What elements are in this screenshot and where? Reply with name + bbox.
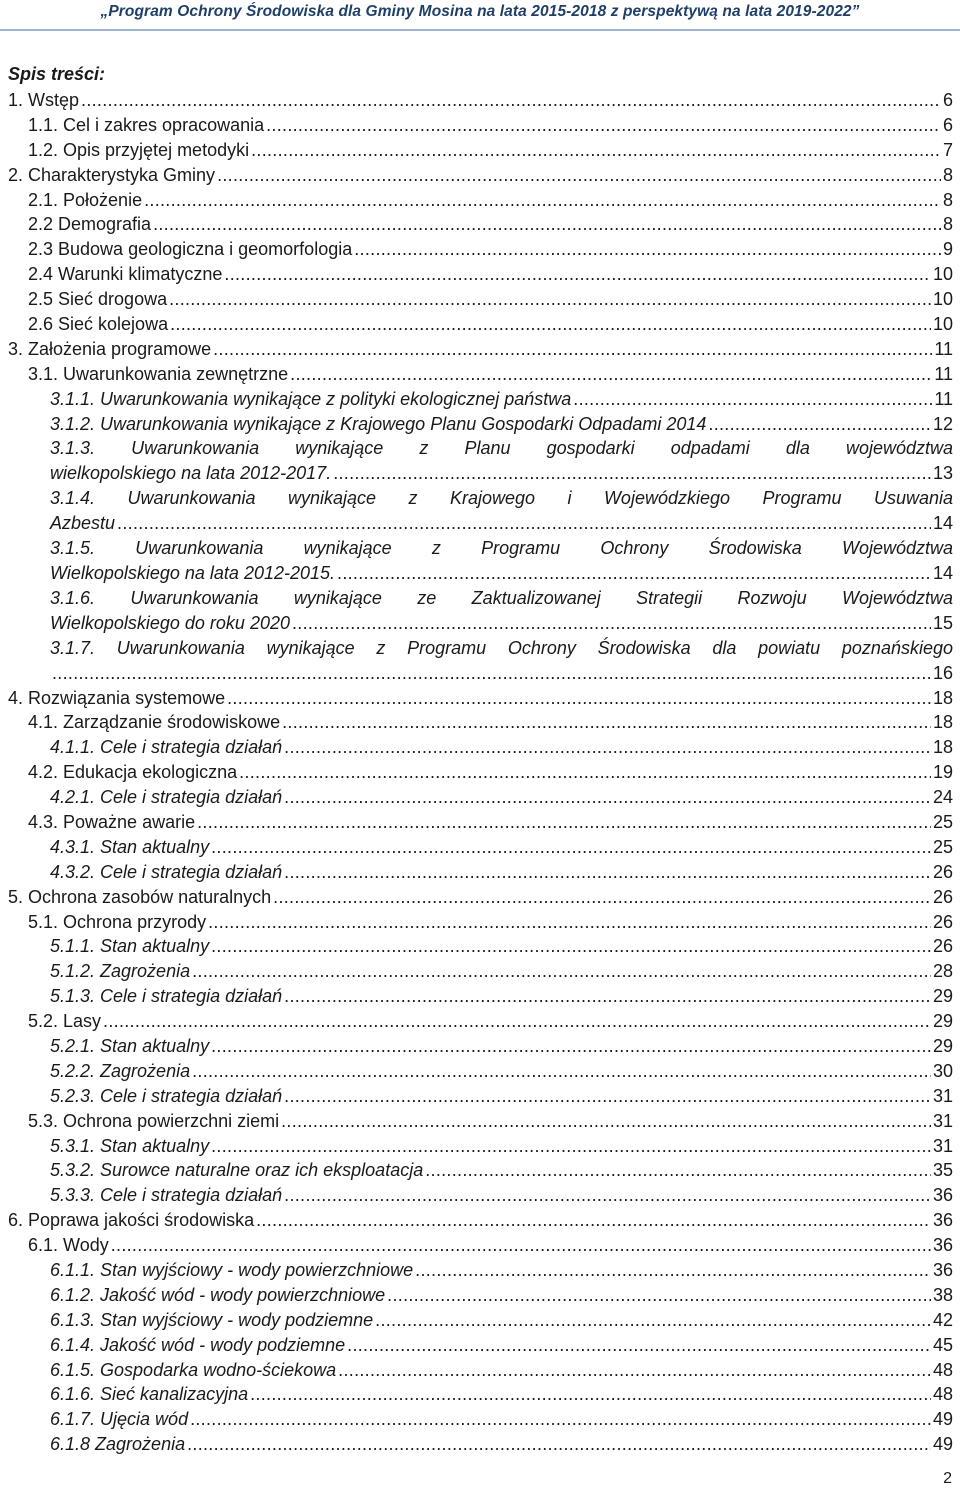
toc-leader-dots: [52, 661, 931, 686]
toc-entry-page: 48: [932, 1384, 953, 1405]
toc-entry-title-line1: 3.1.5. Uwarunkowania wynikające z Programu Ochrony Środowiska Województwa: [50, 538, 953, 559]
toc-entry-page: 10: [932, 264, 953, 285]
toc-leader-dots: [284, 984, 931, 1009]
toc-leader-dots: [170, 312, 931, 337]
toc-entry-page: 8: [942, 189, 953, 210]
toc-entry-page: 16: [932, 662, 953, 683]
toc-entry-title: 6.1.6. Sieć kanalizacyjna: [50, 1384, 249, 1405]
toc-entry-title: 5.3.1. Stan aktualny: [50, 1135, 210, 1156]
toc-entry-page: 31: [932, 1085, 953, 1106]
toc-entry-title: 4.1. Zarządzanie środowiskowe: [28, 712, 281, 733]
toc-leader-dots: [281, 1109, 931, 1134]
toc-leader-dots: [190, 1407, 931, 1432]
toc-entry-page: 26: [932, 911, 953, 932]
toc-leader-dots: [224, 262, 931, 287]
toc-leader-dots: [217, 163, 941, 188]
toc-entry-page: 25: [932, 836, 953, 857]
toc-leader-dots: [347, 1333, 931, 1358]
toc-entry-page: 14: [932, 563, 953, 583]
toc-entry-title: 6.1.1. Stan wyjściowy - wody powierzchniowe: [50, 1260, 414, 1281]
toc-leader-dots: [213, 337, 932, 362]
toc-entry[interactable]: [8, 88, 953, 113]
toc-entry[interactable]: [8, 138, 953, 163]
toc-leader-dots: [256, 1208, 931, 1233]
toc-entry-page: 31: [932, 1110, 953, 1131]
toc-entry-wrapped[interactable]: [8, 436, 953, 486]
toc-entry-page: 7: [942, 139, 953, 160]
toc-entry-page: 11: [934, 363, 953, 384]
toc-entry-page: 26: [932, 861, 953, 882]
toc-entry[interactable]: [8, 237, 953, 262]
toc-entry[interactable]: [8, 337, 953, 362]
toc-entry[interactable]: [8, 735, 953, 760]
toc-entry-page: 9: [942, 239, 953, 260]
toc-leader-dots: [250, 1382, 931, 1407]
toc-entry-page: 42: [932, 1309, 953, 1330]
toc-leader-dots: [284, 1183, 931, 1208]
toc-entry-page: 38: [932, 1284, 953, 1305]
toc-leader-dots: [81, 88, 941, 113]
toc-entry-title: 5.2.3. Cele i strategia działań: [50, 1085, 283, 1106]
toc-leader-dots: [708, 412, 931, 437]
toc-entry-title: 5. Ochrona zasobów naturalnych: [8, 886, 272, 907]
toc-entry[interactable]: [8, 262, 953, 287]
toc-entry-page: 8: [942, 214, 953, 235]
toc-entry-title: 1. Wstęp: [8, 90, 80, 110]
toc-entry-title: 5.3.2. Surowce naturalne oraz ich eksploatacja: [50, 1160, 424, 1181]
toc-leader-dots: [211, 934, 931, 959]
toc-entry-title: 5.3.3. Cele i strategia działań: [50, 1185, 283, 1206]
toc-entry[interactable]: [8, 934, 953, 959]
toc-entry-page: 14: [932, 513, 953, 534]
toc-entry-page: 26: [932, 936, 953, 957]
toc-leader-dots: [103, 1009, 931, 1034]
toc-entry-title: 2.1. Położenie: [28, 189, 143, 210]
toc-entry-page: 36: [932, 1210, 953, 1231]
toc-entry-page: 30: [932, 1060, 953, 1081]
toc-entry-title: 4.1.1. Cele i strategia działań: [50, 737, 283, 758]
toc-leader-dots: [266, 113, 941, 138]
toc-entry-title-line2: Wielkopolskiego do roku 2020: [50, 612, 290, 633]
toc-entry[interactable]: [8, 1059, 953, 1084]
toc-entry-title: 1.2. Opis przyjętej metodyki: [28, 139, 250, 160]
toc-entry-title: 3.1.1. Uwarunkowania wynikające z polityki ekologicznej państwa: [50, 388, 572, 409]
toc-leader-dots: [284, 785, 931, 810]
toc-entry[interactable]: [8, 1283, 953, 1308]
toc-entry-page: 10: [932, 314, 953, 335]
toc-entry-wrapped[interactable]: [8, 536, 953, 586]
toc-entry-page: 36: [932, 1260, 953, 1281]
toc-entry-title: 5.1. Ochrona przyrody: [28, 911, 207, 932]
toc-entry-page: 13: [932, 463, 953, 484]
toc-entry-page: 6: [942, 90, 953, 110]
toc-entry-title-line1: 3.1.6. Uwarunkowania wynikające ze Zaktualizowanej Strategii Rozwoju Województwa: [50, 587, 953, 608]
toc-entry-title: 6.1.5. Gospodarka wodno-ściekowa: [50, 1359, 337, 1380]
toc-entry-page: 18: [932, 737, 953, 758]
toc-leader-dots: [573, 387, 932, 412]
toc-entry[interactable]: [8, 412, 953, 437]
toc-entry[interactable]: [8, 113, 953, 138]
toc-leader-dots: [354, 237, 941, 262]
toc-entry-page: 29: [932, 1011, 953, 1032]
toc-entry[interactable]: [8, 1034, 953, 1059]
toc-entry[interactable]: [8, 1333, 953, 1358]
toc-entry-wrapped[interactable]: [8, 486, 953, 536]
toc-entry-title: 3.1. Uwarunkowania zewnętrzne: [28, 363, 289, 384]
toc-leader-dots: [117, 511, 931, 536]
toc-entry[interactable]: [8, 1432, 953, 1457]
toc-entry-title: 5.2.2. Zagrożenia: [50, 1060, 191, 1081]
toc-entry-title: 4.3.1. Stan aktualny: [50, 836, 210, 857]
toc-entry-page: 24: [932, 787, 953, 808]
toc-leader-dots: [375, 1308, 931, 1333]
toc-entry[interactable]: [8, 362, 953, 387]
toc-entry[interactable]: [8, 959, 953, 984]
toc-leader-dots: [211, 1034, 931, 1059]
toc-entry[interactable]: [8, 1084, 953, 1109]
toc-leader-dots: [211, 1134, 931, 1159]
toc-entry[interactable]: [8, 1382, 953, 1407]
toc-entry[interactable]: [8, 1258, 953, 1283]
toc-entry[interactable]: [8, 984, 953, 1009]
toc-entry-title: 2.3 Budowa geologiczna i geomorfologia: [28, 239, 353, 260]
toc-entry[interactable]: [8, 1407, 953, 1432]
toc-entry[interactable]: [8, 835, 953, 860]
toc-entry[interactable]: [8, 1233, 953, 1258]
toc-entry-page: 18: [932, 687, 953, 708]
toc-entry-page: 29: [932, 986, 953, 1007]
toc-entry-title-line1: 3.1.4. Uwarunkowania wynikające z Krajowego i Wojewódzkiego Programu Usuwania: [50, 488, 953, 509]
toc-leader-dots: [284, 1084, 931, 1109]
toc-entry-page: 11: [934, 338, 953, 359]
page-number: 2: [943, 1470, 952, 1487]
toc-leader-dots: [292, 611, 931, 636]
toc-entry[interactable]: [8, 387, 953, 412]
toc-entry-wrapped[interactable]: [8, 586, 953, 636]
header-rule: [0, 29, 960, 31]
toc-entry-title: 2.4 Warunki klimatyczne: [28, 264, 223, 285]
toc-entry-title: 4.2. Edukacja ekologiczna: [28, 762, 238, 783]
toc-entry[interactable]: [8, 785, 953, 810]
toc-entry-title: 5.2.1. Stan aktualny: [50, 1036, 210, 1056]
toc-leader-dots: [290, 362, 932, 387]
toc-entry[interactable]: [8, 287, 953, 312]
toc-leader-dots: [208, 910, 931, 935]
toc-entry[interactable]: [8, 1109, 953, 1134]
toc-entry[interactable]: [8, 188, 953, 213]
toc-entry-page: 25: [932, 811, 953, 832]
toc-entry[interactable]: [8, 860, 953, 885]
toc-entry[interactable]: [8, 760, 953, 785]
toc-title: Spis treści:: [8, 64, 106, 84]
toc-entry[interactable]: [8, 163, 953, 188]
toc-entry-page: 36: [932, 1235, 953, 1256]
toc-entry-title: 5.1.1. Stan aktualny: [50, 936, 210, 957]
toc-entry-title-line1: 3.1.3. Uwarunkowania wynikające z Planu gospodarki odpadami dla województwa: [50, 438, 953, 459]
toc-entry[interactable]: [8, 212, 953, 237]
toc-entry-title: 2.5 Sieć drogowa: [28, 289, 168, 310]
toc-entry-title-line2: wielkopolskiego na lata 2012-2017.: [50, 463, 332, 484]
toc-entry-title: 1.1. Cel i zakres opracowania: [28, 114, 265, 135]
toc-leader-dots: [333, 461, 931, 486]
toc-entry-title: 6. Poprawa jakości środowiska: [8, 1210, 255, 1231]
toc-entry-title: 5.3. Ochrona powierzchni ziemi: [28, 1110, 280, 1131]
toc-leader-dots: [239, 760, 931, 785]
toc-leader-dots: [187, 1432, 931, 1457]
toc-leader-dots: [273, 885, 931, 910]
toc-entry-title: 6.1.2. Jakość wód - wody powierzchniowe: [50, 1284, 386, 1305]
toc-leader-dots: [282, 710, 931, 735]
toc-entry-title: 4.2.1. Cele i strategia działań: [50, 787, 283, 808]
toc-entry-title: 4.3. Poważne awarie: [28, 811, 196, 832]
toc-leader-dots: [284, 860, 931, 885]
toc-entry-page: 26: [932, 886, 953, 907]
toc-entry-page: 19: [932, 762, 953, 783]
toc-entry-page: 35: [932, 1160, 953, 1181]
toc-entry-page: 8: [942, 164, 953, 185]
toc-leader-dots: [338, 1358, 931, 1383]
toc-entry-title: 2.2 Demografia: [28, 214, 152, 235]
toc-entry-page: 18: [932, 712, 953, 733]
toc-leader-dots: [169, 287, 931, 312]
table-of-contents: [8, 88, 953, 1457]
toc-leader-dots: [192, 959, 931, 984]
toc-entry-page: 10: [932, 289, 953, 310]
toc-entry-page: 45: [932, 1334, 953, 1355]
toc-leader-dots: [197, 810, 931, 835]
toc-entry-title: 6.1.8 Zagrożenia: [50, 1434, 186, 1455]
toc-entry[interactable]: [8, 1208, 953, 1233]
toc-entry[interactable]: [8, 810, 953, 835]
toc-leader-dots: [284, 735, 931, 760]
toc-entry[interactable]: [8, 910, 953, 935]
toc-entry-page: 28: [932, 961, 953, 982]
toc-leader-dots: [192, 1059, 931, 1084]
toc-entry[interactable]: [8, 885, 953, 910]
toc-entry-title: 5.1.3. Cele i strategia działań: [50, 986, 283, 1007]
toc-entry[interactable]: [8, 686, 953, 711]
toc-entry-title: 5.2. Lasy: [28, 1011, 102, 1032]
toc-leader-dots: [144, 188, 941, 213]
toc-entry[interactable]: [8, 1308, 953, 1333]
toc-leader-dots: [251, 138, 941, 163]
toc-entry-title-line2: Azbestu: [50, 513, 116, 534]
toc-entry[interactable]: [8, 1158, 953, 1183]
toc-entry-page: 49: [932, 1434, 953, 1455]
toc-leader-dots: [387, 1283, 931, 1308]
toc-entry-page: 11: [934, 388, 953, 409]
toc-leader-dots: [227, 686, 931, 711]
toc-entry[interactable]: [8, 1183, 953, 1208]
toc-entry-title-line1: 3.1.7. Uwarunkowania wynikające z Programu Ochrony Środowiska dla powiatu poznańskiego: [50, 637, 953, 658]
toc-entry-title: 3. Założenia programowe: [8, 338, 212, 359]
toc-leader-dots: [153, 212, 941, 237]
toc-entry-title: 6.1.3. Stan wyjściowy - wody podziemne: [50, 1309, 374, 1330]
toc-entry-page: 48: [932, 1359, 953, 1380]
toc-entry[interactable]: [8, 1009, 953, 1034]
toc-entry-title: 6.1.7. Ujęcia wód: [50, 1409, 189, 1430]
toc-entry-title: 3.1.2. Uwarunkowania wynikające z Krajowego Planu Gospodarki Odpadami 2014: [50, 413, 707, 434]
toc-entry[interactable]: [8, 1134, 953, 1159]
toc-entry-page: 12: [932, 413, 953, 434]
toc-entry-title: 4.3.2. Cele i strategia działań: [50, 861, 283, 882]
toc-entry-title: 6.1.4. Jakość wód - wody podziemne: [50, 1334, 346, 1355]
toc-entry-page: 49: [932, 1409, 953, 1430]
toc-entry[interactable]: [8, 312, 953, 337]
toc-leader-dots: [415, 1258, 931, 1283]
toc-entry-title: 2. Charakterystyka Gminy: [8, 164, 216, 185]
toc-entry-page: 6: [942, 114, 953, 135]
toc-entry-page: 31: [932, 1135, 953, 1156]
toc-entry[interactable]: [8, 710, 953, 735]
toc-entry[interactable]: [8, 1358, 953, 1383]
toc-entry-page: 29: [932, 1036, 953, 1056]
toc-entry-page: 15: [932, 612, 953, 633]
toc-leader-dots: [425, 1158, 931, 1183]
toc-leader-dots: [337, 561, 931, 586]
toc-entry-title-line2: Wielkopolskiego na lata 2012-2015.: [50, 563, 336, 583]
toc-entry-title: 2.6 Sieć kolejowa: [28, 314, 169, 335]
toc-leader-dots: [211, 835, 931, 860]
toc-leader-dots: [111, 1233, 931, 1258]
document-header: „Program Ochrony Środowiska dla Gminy Mosina na lata 2015-2018 z perspektywą na lata 2019-2022”: [100, 3, 860, 20]
toc-entry-page: 36: [932, 1185, 953, 1206]
toc-entry-title: 5.1.2. Zagrożenia: [50, 961, 191, 982]
toc-entry-title: 6.1. Wody: [28, 1235, 109, 1256]
toc-entry-title: 4. Rozwiązania systemowe: [8, 687, 226, 708]
toc-entry-wrapped[interactable]: [8, 636, 953, 686]
